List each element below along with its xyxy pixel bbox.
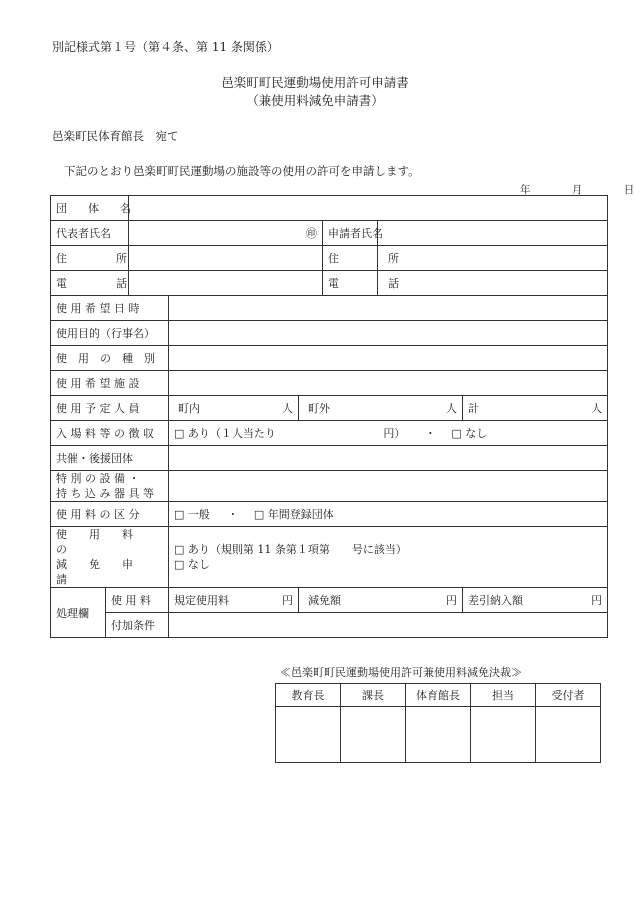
addressee: 邑楽町民体育館長 宛て xyxy=(52,129,179,143)
group-name-field[interactable] xyxy=(129,196,608,221)
out-town-field[interactable] xyxy=(299,396,463,421)
approval-header-row xyxy=(276,684,601,707)
cosponsor-row xyxy=(51,446,608,471)
form-number: 別記様式第１号（第４条、第 11 条関係） xyxy=(52,40,279,54)
desired-datetime-label: 使 用 希 望 日 時 xyxy=(51,296,169,321)
applicant-phone-label: 電 話 xyxy=(323,271,378,296)
separator-dot: ・ xyxy=(424,427,436,440)
approval-stamp-box[interactable] xyxy=(406,707,471,763)
processing-fee-row xyxy=(51,588,608,613)
fee-general-checkbox[interactable]: □ 一般 xyxy=(174,508,210,521)
applicant-address-field[interactable] xyxy=(378,246,608,271)
desired-facility-row xyxy=(51,371,608,396)
use-type-field[interactable] xyxy=(169,346,608,371)
desired-datetime-field[interactable] xyxy=(169,296,608,321)
conditions-row xyxy=(51,613,608,638)
admission-field[interactable] xyxy=(169,421,608,446)
admission-label: 入 場 料 等 の 徴 収 xyxy=(51,421,169,446)
reduction-no-checkbox[interactable]: □ なし xyxy=(174,558,210,571)
planned-people-label: 使 用 予 定 人 員 xyxy=(51,396,169,421)
rep-address-field[interactable] xyxy=(129,246,323,271)
reduction-yes-checkbox[interactable]: □ あり（規則第 11 条第１項第 号に該当） xyxy=(174,543,407,556)
reduction-amount-field[interactable] xyxy=(299,588,463,613)
date-day: 日 xyxy=(623,184,634,196)
usage-fee-label: 使 用 料 xyxy=(106,588,169,613)
special-equipment-row xyxy=(51,471,608,502)
person-unit: 人 xyxy=(446,402,457,415)
net-payment-field[interactable] xyxy=(463,588,608,613)
page-subtitle: （兼使用料減免申請書） xyxy=(246,93,384,108)
approval-stamp-row xyxy=(276,707,601,763)
applicant-name-field[interactable] xyxy=(378,221,608,246)
in-town-label: 町内 xyxy=(178,402,200,415)
fee-category-row xyxy=(51,502,608,527)
page-title: 邑楽町町民運動場使用許可申請書 xyxy=(221,75,409,90)
address-label: 住 所 xyxy=(51,246,129,271)
admission-yen: 円） xyxy=(383,427,406,440)
approval-col-header: 受付者 xyxy=(536,684,601,707)
conditions-label: 付加条件 xyxy=(106,613,169,638)
applicant-name-label: 申請者氏名 xyxy=(323,221,378,246)
rep-name-field[interactable] xyxy=(129,221,323,246)
special-equipment-label-line1: 特 別 の 設 備 ・ xyxy=(56,472,140,485)
reduction-label-line2: 減 免 申 請 xyxy=(56,558,155,586)
approval-col-header: 担当 xyxy=(471,684,536,707)
phone-label: 電 話 xyxy=(51,271,129,296)
approval-col-header: 課長 xyxy=(341,684,406,707)
cosponsor-label: 共催・後援団体 xyxy=(51,446,169,471)
reduction-label xyxy=(51,527,169,588)
special-equipment-label-line2: 持 ち 込 み 器 具 等 xyxy=(56,487,154,500)
person-unit: 人 xyxy=(282,402,293,415)
yen-unit: 円 xyxy=(282,594,293,607)
desired-datetime-row xyxy=(51,296,608,321)
fee-category-label: 使 用 料 の 区 分 xyxy=(51,502,169,527)
phone-row xyxy=(51,271,608,296)
address-row xyxy=(51,246,608,271)
purpose-field[interactable] xyxy=(169,321,608,346)
admission-no-checkbox[interactable]: □ なし xyxy=(451,427,488,440)
approval-title: ≪邑楽町町民運動場使用許可兼使用料減免決裁≫ xyxy=(280,666,522,679)
yen-unit: 円 xyxy=(591,594,603,607)
purpose-label: 使用目的（行事名） xyxy=(51,321,169,346)
reduction-label-line1: 使 用 料 の xyxy=(56,528,155,556)
in-town-field[interactable] xyxy=(169,396,299,421)
approval-table xyxy=(275,683,601,763)
approval-stamp-box[interactable] xyxy=(471,707,536,763)
cosponsor-field[interactable] xyxy=(169,446,608,471)
fee-annual-checkbox[interactable]: □ 年間登録団体 xyxy=(253,508,334,521)
conditions-field[interactable] xyxy=(169,613,608,638)
yen-unit: 円 xyxy=(446,594,457,607)
desired-facility-label: 使 用 希 望 施 設 xyxy=(51,371,169,396)
regular-fee-field[interactable] xyxy=(169,588,299,613)
admission-yes-checkbox[interactable]: □ あり（１人当たり xyxy=(174,427,276,440)
special-equipment-field[interactable] xyxy=(169,471,608,502)
approval-col-header: 体育館長 xyxy=(406,684,471,707)
approval-stamp-box[interactable] xyxy=(536,707,601,763)
separator-dot: ・ xyxy=(227,508,239,521)
person-unit: 人 xyxy=(591,402,603,415)
seal-mark: ㊞ xyxy=(306,227,317,240)
applicant-phone-field[interactable] xyxy=(378,271,608,296)
rep-name-label: 代表者氏名 xyxy=(51,221,129,246)
use-type-label: 使 用 の 種 別 xyxy=(51,346,169,371)
applicant-address-label: 住 所 xyxy=(323,246,378,271)
use-type-row xyxy=(51,346,608,371)
purpose-row xyxy=(51,321,608,346)
date-month: 月 xyxy=(571,184,583,196)
rep-phone-field[interactable] xyxy=(129,271,323,296)
application-form-table xyxy=(50,195,608,638)
special-equipment-label xyxy=(51,471,169,502)
out-town-label: 町外 xyxy=(308,402,330,415)
total-label: 計 xyxy=(468,402,479,415)
desired-facility-field[interactable] xyxy=(169,371,608,396)
planned-people-row xyxy=(51,396,608,421)
fee-category-field[interactable] xyxy=(169,502,608,527)
total-field[interactable] xyxy=(463,396,608,421)
rep-name-row xyxy=(51,221,608,246)
reduction-amount-label: 減免額 xyxy=(308,594,341,607)
regular-fee-label: 規定使用料 xyxy=(174,594,229,607)
date-year: 年 xyxy=(520,184,531,196)
group-name-row xyxy=(51,196,608,221)
approval-stamp-box[interactable] xyxy=(276,707,341,763)
intro-text: 下記のとおり邑楽町町民運動場の施設等の使用の許可を申請します。 xyxy=(64,164,420,178)
approval-stamp-box[interactable] xyxy=(341,707,406,763)
group-name-label: 団 体 名 xyxy=(51,196,129,221)
reduction-field[interactable] xyxy=(169,527,608,588)
approval-col-header: 教育長 xyxy=(276,684,341,707)
admission-row xyxy=(51,421,608,446)
net-payment-label: 差引納入額 xyxy=(468,594,523,607)
reduction-row xyxy=(51,527,608,588)
processing-label: 処理欄 xyxy=(51,588,106,638)
